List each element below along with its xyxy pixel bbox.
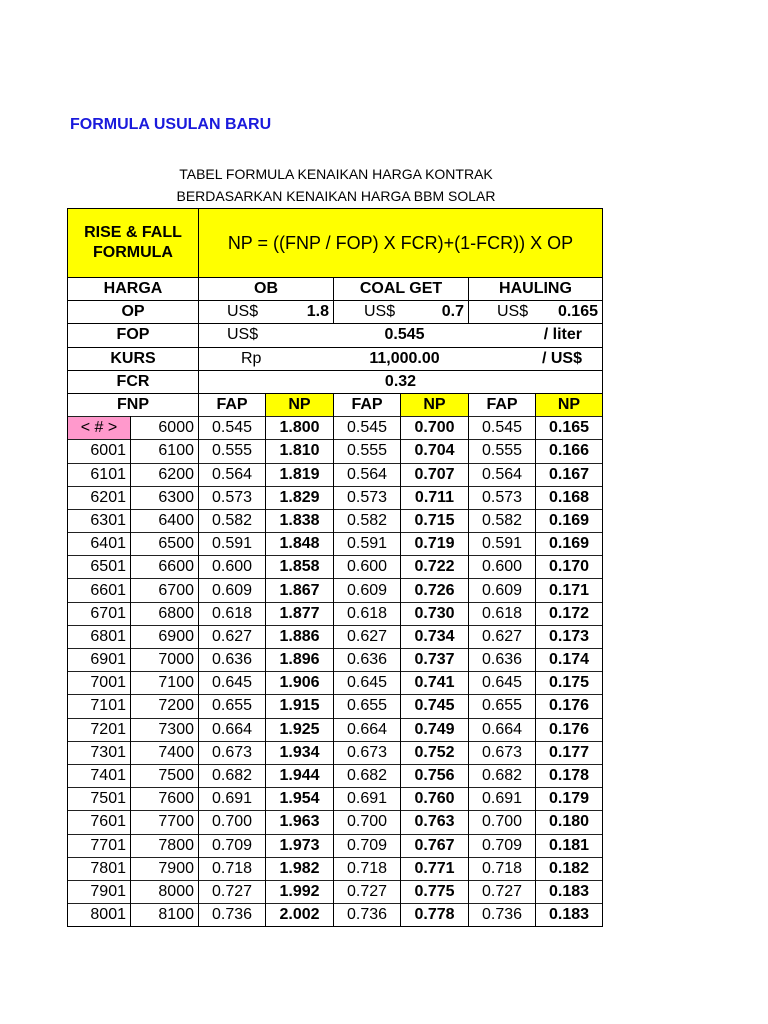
- fap-hauling-cell: 0.591: [469, 533, 536, 556]
- fap-hauling-cell: 0.555: [469, 440, 536, 463]
- fnp-to-cell: 7100: [131, 672, 199, 695]
- fnp-to-cell: 7500: [131, 764, 199, 787]
- np-hauling-cell: 0.182: [536, 857, 603, 880]
- np-coal-cell: 0.711: [401, 486, 469, 509]
- fop-unit: / liter: [543, 326, 582, 344]
- fap-hauling-cell: 0.618: [469, 602, 536, 625]
- fap-coal-cell: 0.618: [334, 602, 401, 625]
- table-row: [68, 718, 603, 741]
- fnp-to-cell: 6500: [131, 533, 199, 556]
- np-hauling-cell: 0.172: [536, 602, 603, 625]
- np-ob-cell: 1.934: [266, 741, 334, 764]
- fnp-header: FNP: [68, 393, 199, 416]
- np-ob-cell: 1.954: [266, 788, 334, 811]
- np-hauling-cell: 0.179: [536, 788, 603, 811]
- fap-hauling-cell: 0.545: [469, 417, 536, 440]
- table-row: [68, 834, 603, 857]
- fap-hauling-cell: 0.609: [469, 579, 536, 602]
- fnp-to-cell: 7200: [131, 695, 199, 718]
- table-row: [68, 880, 603, 903]
- fnp-to-cell: 6300: [131, 486, 199, 509]
- np-ob-cell: 1.886: [266, 625, 334, 648]
- fap-ob-cell: 0.636: [199, 649, 266, 672]
- np-coal-cell: 0.715: [401, 509, 469, 532]
- document-heading: FORMULA USULAN BARU: [70, 116, 272, 133]
- table-row: [68, 533, 603, 556]
- fap-coal-cell: 0.645: [334, 672, 401, 695]
- fop-cell: [199, 324, 603, 347]
- fap-ob-cell: 0.564: [199, 463, 266, 486]
- fap-ob-cell: 0.718: [199, 857, 266, 880]
- fap-hauling-cell: 0.727: [469, 880, 536, 903]
- fap-coal-cell: 0.627: [334, 625, 401, 648]
- table-row: [68, 417, 603, 440]
- table-row: [68, 579, 603, 602]
- harga-label: HARGA: [68, 278, 199, 301]
- np-hauling-cell: 0.173: [536, 625, 603, 648]
- np-hauling-cell: 0.170: [536, 556, 603, 579]
- table-row: [68, 857, 603, 880]
- table-title: TABEL FORMULA KENAIKAN HARGA KONTRAK: [179, 166, 493, 182]
- np-hauling-cell: 0.175: [536, 672, 603, 695]
- np-coal-cell: 0.778: [401, 904, 469, 927]
- table-row: [68, 625, 603, 648]
- fap-ob-cell: 0.591: [199, 533, 266, 556]
- fap-ob-cell: 0.700: [199, 811, 266, 834]
- np-coal-cell: 0.722: [401, 556, 469, 579]
- fap-hauling-cell: 0.718: [469, 857, 536, 880]
- np-hauling-cell: 0.169: [536, 533, 603, 556]
- fnp-to-cell: 7300: [131, 718, 199, 741]
- table-row: [68, 811, 603, 834]
- np-ob-cell: 1.992: [266, 880, 334, 903]
- fap-ob-cell: 0.673: [199, 741, 266, 764]
- np-ob-cell: 1.963: [266, 811, 334, 834]
- np-hauling-cell: 0.166: [536, 440, 603, 463]
- table-row: [68, 463, 603, 486]
- fnp-from-cell: 7101: [68, 695, 131, 718]
- fnp-to-cell: 7600: [131, 788, 199, 811]
- np-coal-cell: 0.704: [401, 440, 469, 463]
- table-row: [68, 556, 603, 579]
- fap-coal-cell: 0.727: [334, 880, 401, 903]
- fap-ob-cell: 0.573: [199, 486, 266, 509]
- np-coal-cell: 0.771: [401, 857, 469, 880]
- np-hauling-cell: 0.169: [536, 509, 603, 532]
- fnp-from-cell: 7201: [68, 718, 131, 741]
- fap-hauling-cell: 0.573: [469, 486, 536, 509]
- hauling-header: HAULING: [469, 278, 603, 301]
- fnp-from-cell: 7801: [68, 857, 131, 880]
- fnp-to-cell: 8100: [131, 904, 199, 927]
- np-hauling-cell: 0.180: [536, 811, 603, 834]
- fnp-from-cell: 6801: [68, 625, 131, 648]
- fap-ob-cell: 0.555: [199, 440, 266, 463]
- np-coal-cell: 0.719: [401, 533, 469, 556]
- fap-coal-cell: 0.736: [334, 904, 401, 927]
- np-header-ob: NP: [266, 393, 334, 416]
- np-hauling-cell: 0.171: [536, 579, 603, 602]
- formula-text: NP = ((FNP / FOP) X FCR)+(1-FCR)) X OP: [199, 209, 603, 278]
- kurs-label: KURS: [68, 347, 199, 370]
- fnp-to-cell: 7900: [131, 857, 199, 880]
- fcr-value: 0.32: [199, 370, 603, 393]
- fnp-from-cell: 6201: [68, 486, 131, 509]
- fnp-from-cell: 7401: [68, 764, 131, 787]
- np-ob-cell: 1.877: [266, 602, 334, 625]
- np-ob-cell: 1.838: [266, 509, 334, 532]
- np-coal-cell: 0.734: [401, 625, 469, 648]
- op-coal-currency: US$: [364, 303, 396, 321]
- table-row: [68, 440, 603, 463]
- fap-coal-cell: 0.636: [334, 649, 401, 672]
- fnp-from-cell: 7901: [68, 880, 131, 903]
- np-hauling-cell: 0.183: [536, 880, 603, 903]
- ob-header: OB: [199, 278, 334, 301]
- np-coal-cell: 0.745: [401, 695, 469, 718]
- fap-ob-cell: 0.618: [199, 602, 266, 625]
- np-ob-cell: 1.896: [266, 649, 334, 672]
- table-subtitle: BERDASARKAN KENAIKAN HARGA BBM SOLAR: [176, 188, 496, 204]
- fcr-label: FCR: [68, 370, 199, 393]
- fap-hauling-cell: 0.736: [469, 904, 536, 927]
- fnp-from-cell: 6401: [68, 533, 131, 556]
- np-hauling-cell: 0.176: [536, 718, 603, 741]
- fnp-from-cell: 6501: [68, 556, 131, 579]
- fap-hauling-cell: 0.700: [469, 811, 536, 834]
- fnp-from-cell: 7601: [68, 811, 131, 834]
- op-hauling-cell: [469, 301, 603, 324]
- fop-label: FOP: [68, 324, 199, 347]
- fap-ob-cell: 0.545: [199, 417, 266, 440]
- np-ob-cell: 1.867: [266, 579, 334, 602]
- table-row: [68, 904, 603, 927]
- table-row: [68, 509, 603, 532]
- np-hauling-cell: 0.181: [536, 834, 603, 857]
- fnp-to-cell: 6000: [131, 417, 199, 440]
- fap-coal-cell: 0.718: [334, 857, 401, 880]
- formula-table: [67, 208, 603, 927]
- table-row: [68, 672, 603, 695]
- fnp-from-cell: 7301: [68, 741, 131, 764]
- fnp-to-cell: 7400: [131, 741, 199, 764]
- fnp-from-cell: 6601: [68, 579, 131, 602]
- fap-ob-cell: 0.582: [199, 509, 266, 532]
- fnp-to-cell: 6900: [131, 625, 199, 648]
- np-coal-cell: 0.775: [401, 880, 469, 903]
- table-row: [68, 741, 603, 764]
- fnp-to-cell: 7000: [131, 649, 199, 672]
- np-ob-cell: 1.915: [266, 695, 334, 718]
- np-coal-cell: 0.741: [401, 672, 469, 695]
- fap-coal-cell: 0.564: [334, 463, 401, 486]
- op-ob-value: 1.8: [306, 303, 329, 321]
- np-hauling-cell: 0.177: [536, 741, 603, 764]
- np-coal-cell: 0.763: [401, 811, 469, 834]
- fap-hauling-cell: 0.636: [469, 649, 536, 672]
- fap-coal-cell: 0.691: [334, 788, 401, 811]
- op-ob-currency: US$: [227, 303, 259, 321]
- table-row: [68, 602, 603, 625]
- op-coal-value: 0.7: [441, 303, 464, 321]
- fap-ob-cell: 0.709: [199, 834, 266, 857]
- np-ob-cell: 1.829: [266, 486, 334, 509]
- table-row: [68, 788, 603, 811]
- op-coal-cell: [334, 301, 469, 324]
- np-ob-cell: 1.906: [266, 672, 334, 695]
- fap-hauling-cell: 0.673: [469, 741, 536, 764]
- fap-header-hauling: FAP: [469, 393, 536, 416]
- kurs-currency: Rp: [241, 349, 262, 367]
- np-coal-cell: 0.752: [401, 741, 469, 764]
- table-row: [68, 649, 603, 672]
- fap-hauling-cell: 0.709: [469, 834, 536, 857]
- np-ob-cell: 1.944: [266, 764, 334, 787]
- fap-coal-cell: 0.591: [334, 533, 401, 556]
- fnp-to-cell: 6700: [131, 579, 199, 602]
- table-row: [68, 695, 603, 718]
- fap-ob-cell: 0.727: [199, 880, 266, 903]
- fap-coal-cell: 0.609: [334, 579, 401, 602]
- fap-ob-cell: 0.645: [199, 672, 266, 695]
- fap-ob-cell: 0.691: [199, 788, 266, 811]
- np-coal-cell: 0.726: [401, 579, 469, 602]
- fap-coal-cell: 0.555: [334, 440, 401, 463]
- fnp-from-cell: 7701: [68, 834, 131, 857]
- fap-hauling-cell: 0.664: [469, 718, 536, 741]
- np-hauling-cell: 0.183: [536, 904, 603, 927]
- kurs-value: 11,000.00: [369, 349, 440, 367]
- fap-hauling-cell: 0.582: [469, 509, 536, 532]
- fnp-from-cell: 6701: [68, 602, 131, 625]
- fap-hauling-cell: 0.655: [469, 695, 536, 718]
- np-ob-cell: 2.002: [266, 904, 334, 927]
- table-row: [68, 486, 603, 509]
- fnp-from-cell: 7501: [68, 788, 131, 811]
- fnp-to-cell: 7800: [131, 834, 199, 857]
- fap-coal-cell: 0.582: [334, 509, 401, 532]
- np-coal-cell: 0.700: [401, 417, 469, 440]
- rise-fall-label: RISE & FALL FORMULA: [68, 209, 199, 278]
- np-ob-cell: 1.973: [266, 834, 334, 857]
- np-coal-cell: 0.730: [401, 602, 469, 625]
- fap-hauling-cell: 0.691: [469, 788, 536, 811]
- fap-hauling-cell: 0.627: [469, 625, 536, 648]
- np-hauling-cell: 0.165: [536, 417, 603, 440]
- fnp-from-cell: 6101: [68, 463, 131, 486]
- fnp-from-cell: 6301: [68, 509, 131, 532]
- np-header-hauling: NP: [536, 393, 603, 416]
- kurs-unit: / US$: [541, 349, 582, 367]
- op-ob-cell: [199, 301, 334, 324]
- fnp-to-cell: 6400: [131, 509, 199, 532]
- fap-hauling-cell: 0.564: [469, 463, 536, 486]
- np-coal-cell: 0.749: [401, 718, 469, 741]
- fnp-to-cell: 8000: [131, 880, 199, 903]
- np-hauling-cell: 0.174: [536, 649, 603, 672]
- kurs-cell: [199, 347, 603, 370]
- fap-ob-cell: 0.682: [199, 764, 266, 787]
- fap-ob-cell: 0.664: [199, 718, 266, 741]
- np-coal-cell: 0.760: [401, 788, 469, 811]
- np-ob-cell: 1.982: [266, 857, 334, 880]
- fnp-from-cell: < # >: [68, 417, 131, 440]
- op-hauling-currency: US$: [497, 303, 529, 321]
- fap-ob-cell: 0.736: [199, 904, 266, 927]
- fnp-from-cell: 6901: [68, 649, 131, 672]
- fnp-to-cell: 6800: [131, 602, 199, 625]
- fap-hauling-cell: 0.600: [469, 556, 536, 579]
- fap-coal-cell: 0.673: [334, 741, 401, 764]
- fap-coal-cell: 0.573: [334, 486, 401, 509]
- fap-coal-cell: 0.709: [334, 834, 401, 857]
- np-coal-cell: 0.737: [401, 649, 469, 672]
- np-ob-cell: 1.800: [266, 417, 334, 440]
- op-label: OP: [68, 301, 199, 324]
- fop-currency: US$: [227, 326, 259, 344]
- fnp-from-cell: 7001: [68, 672, 131, 695]
- op-hauling-value: 0.165: [557, 303, 598, 321]
- fap-ob-cell: 0.655: [199, 695, 266, 718]
- np-header-coal: NP: [401, 393, 469, 416]
- fap-hauling-cell: 0.682: [469, 764, 536, 787]
- fnp-from-cell: 6001: [68, 440, 131, 463]
- fap-header-coal: FAP: [334, 393, 401, 416]
- fap-coal-cell: 0.545: [334, 417, 401, 440]
- fap-ob-cell: 0.609: [199, 579, 266, 602]
- fap-coal-cell: 0.682: [334, 764, 401, 787]
- np-hauling-cell: 0.168: [536, 486, 603, 509]
- np-coal-cell: 0.756: [401, 764, 469, 787]
- fnp-to-cell: 7700: [131, 811, 199, 834]
- fap-hauling-cell: 0.645: [469, 672, 536, 695]
- fap-coal-cell: 0.700: [334, 811, 401, 834]
- fop-value: 0.545: [384, 326, 425, 344]
- fnp-to-cell: 6200: [131, 463, 199, 486]
- np-coal-cell: 0.767: [401, 834, 469, 857]
- coal-get-header: COAL GET: [334, 278, 469, 301]
- np-hauling-cell: 0.167: [536, 463, 603, 486]
- fnp-from-cell: 8001: [68, 904, 131, 927]
- fap-header-ob: FAP: [199, 393, 266, 416]
- np-hauling-cell: 0.178: [536, 764, 603, 787]
- fap-ob-cell: 0.600: [199, 556, 266, 579]
- fap-coal-cell: 0.655: [334, 695, 401, 718]
- np-ob-cell: 1.819: [266, 463, 334, 486]
- fap-coal-cell: 0.664: [334, 718, 401, 741]
- np-ob-cell: 1.848: [266, 533, 334, 556]
- np-hauling-cell: 0.176: [536, 695, 603, 718]
- table-row: [68, 764, 603, 787]
- fnp-to-cell: 6600: [131, 556, 199, 579]
- np-ob-cell: 1.810: [266, 440, 334, 463]
- np-ob-cell: 1.858: [266, 556, 334, 579]
- fap-coal-cell: 0.600: [334, 556, 401, 579]
- np-ob-cell: 1.925: [266, 718, 334, 741]
- np-coal-cell: 0.707: [401, 463, 469, 486]
- fap-ob-cell: 0.627: [199, 625, 266, 648]
- fnp-to-cell: 6100: [131, 440, 199, 463]
